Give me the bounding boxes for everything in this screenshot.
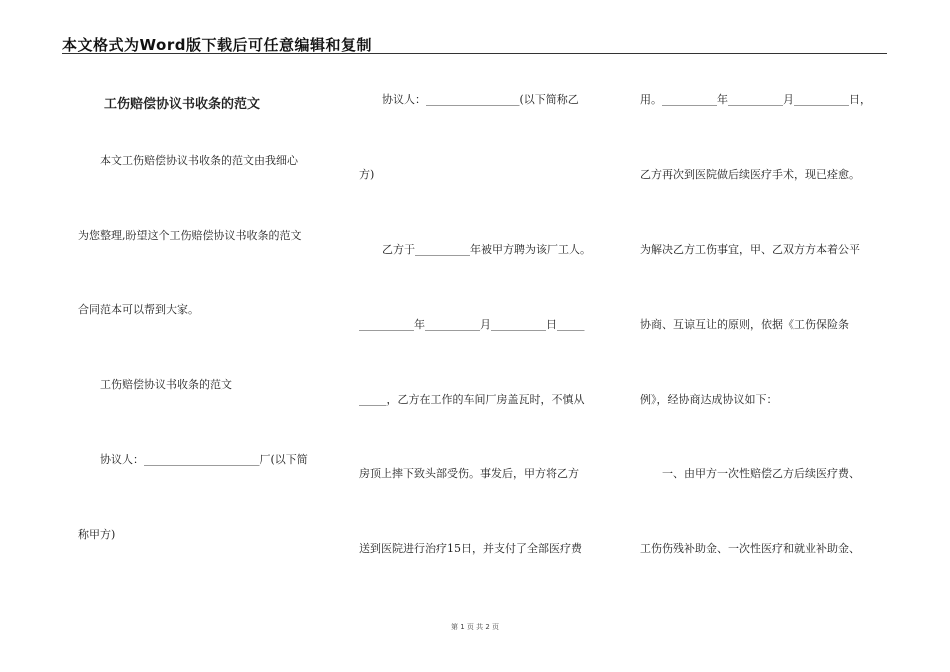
col2-line-6: 房顶上摔下致头部受伤。事发后，甲方将乙方 — [359, 467, 579, 480]
col1-line-1: 本文工伤赔偿协议书收条的范文由我细心 — [100, 154, 298, 167]
col2-line-2: 方) — [359, 168, 375, 181]
col3-line-5: 例》，经协商达成协议如下： — [640, 393, 778, 406]
col2-line-5: _____，乙方在工作的车间厂房盖瓦时，不慎从 — [359, 393, 585, 406]
col3-line-6: 一、由甲方一次性赔偿乙方后续医疗费、 — [662, 467, 860, 480]
col3-line-4: 协商、互谅互让的原则，依据《工伤保险条 — [640, 318, 849, 331]
col1-line-3: 合同范本可以帮到大家。 — [78, 303, 199, 316]
col2-line-4: __________年__________月__________日_____ — [359, 318, 585, 331]
col1-line-4: 工伤赔偿协议书收条的范文 — [100, 378, 232, 391]
col3-line-2: 乙方再次到医院做后续医疗手术，现已痊愈。 — [640, 168, 860, 181]
col3-line-3: 为解决乙方工伤事宜，甲、乙双方方本着公平 — [640, 243, 860, 256]
col1-line-2: 为您整理,盼望这个工伤赔偿协议书收条的范文 — [78, 229, 302, 242]
col1-line-5: 协议人：_____________________厂(以下简 — [100, 453, 308, 466]
header-title: 本文格式为Word版下载后可任意编辑和复制 — [62, 36, 372, 54]
header-divider — [62, 53, 887, 54]
col2-line-1: 协议人：_________________(以下简称乙 — [382, 93, 579, 106]
col2-line-3: 乙方于__________年被甲方聘为该厂工人。 — [382, 243, 591, 256]
page-number: 第 1 页 共 2 页 — [450, 623, 500, 631]
col1-line-6: 称甲方) — [78, 528, 116, 541]
col2-line-7: 送到医院进行治疗15日，并支付了全部医疗费 — [359, 542, 582, 555]
col3-line-7: 工伤伤残补助金、一次性医疗和就业补助金、 — [640, 542, 860, 555]
document-title: 工伤赔偿协议书收条的范文 — [104, 97, 261, 112]
col3-line-1: 用。__________年__________月__________日， — [640, 93, 871, 106]
